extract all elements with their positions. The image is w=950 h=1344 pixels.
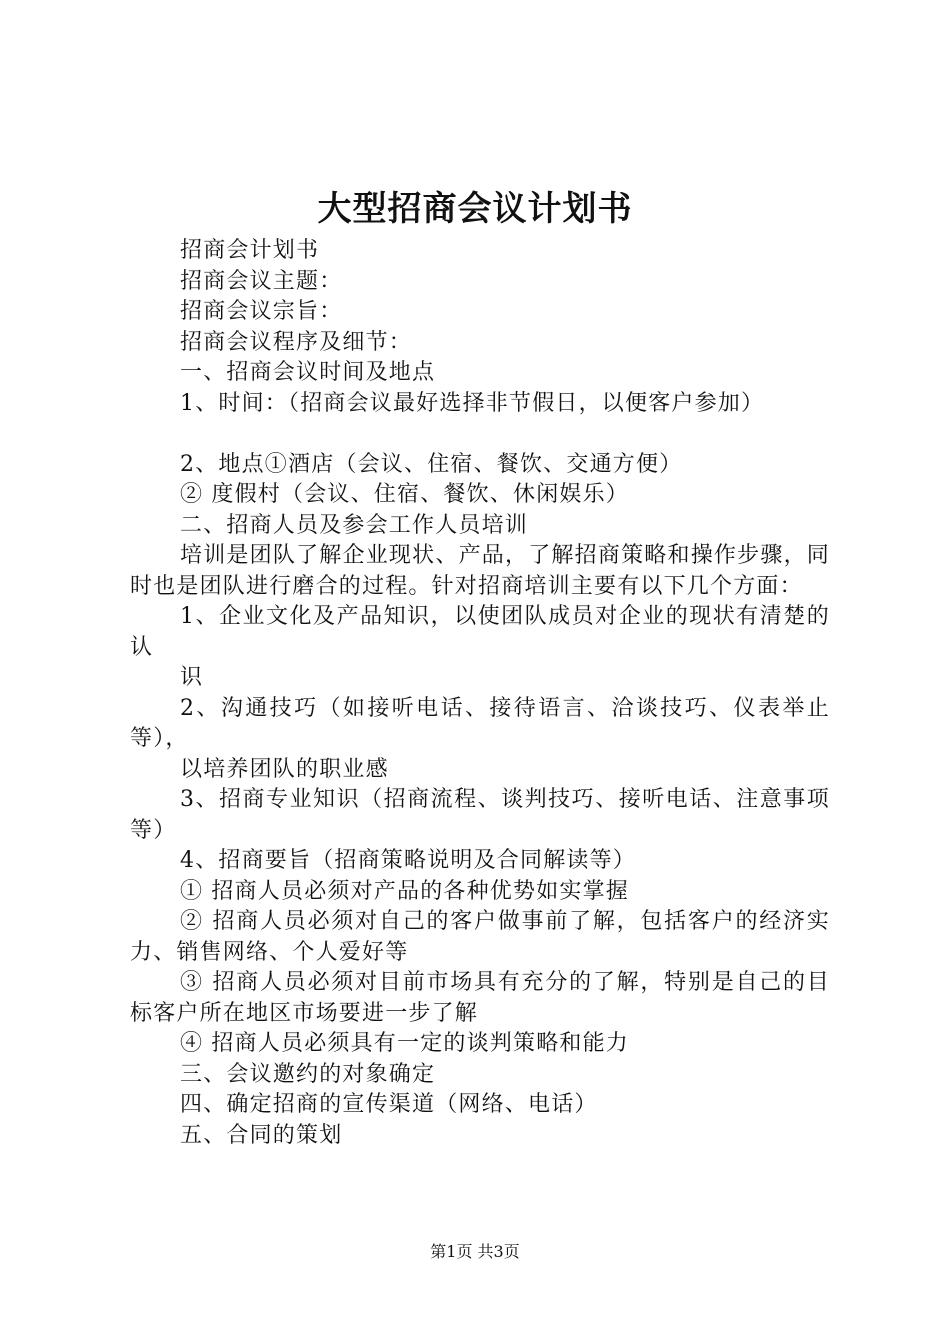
document-title: 大型招商会议计划书 [317,189,633,229]
paragraph: 2、地点①酒店（会议、住宿、餐饮、交通方便） [180,451,683,477]
list-item: ② 招商人员必须对自己的客户做事前了解，包括客户的经济实力、销售网络、个人爱好等 [130,909,830,965]
document-body [130,236,830,1151]
paragraph: 1、企业文化及产品知识，以使团队成员对企业的现状有清楚的认 [130,604,830,660]
paragraph: 招商会议程序及细节： [180,329,413,355]
section-heading: 二、招商人员及参会工作人员培训 [180,512,529,538]
paragraph: 1、时间：（招商会议最好选择非节假日，以便客户参加） [180,390,765,416]
paragraph: 2、沟通技巧（如接听电话、接待语言、洽谈技巧、仪表举止等）， [130,695,830,751]
section-heading: 五、合同的策划 [180,1122,343,1148]
paragraph: 以培养团队的职业感 [180,756,389,782]
blank-line [130,419,830,450]
section-heading: 一、招商会议时间及地点 [180,360,436,385]
paragraph: 招商会议宗旨： [180,299,343,324]
section-heading: 四、确定招商的宣传渠道（网络、电话） [180,1092,598,1117]
page-footer: 第1页 共3页 [430,1242,520,1261]
list-item: ④ 招商人员必须具有一定的谈判策略和能力 [180,1031,629,1056]
paragraph: 4、招商要旨（招商策略说明及合同解读等） [180,848,636,873]
paragraph: ② 度假村（会议、住宿、餐饮、休闲娱乐） [180,482,629,507]
paragraph: 培训是团队了解企业现状、产品，了解招商策略和操作步骤，同时也是团队进行磨合的过程。针对招商培训主要有以下几个方面： [130,543,830,599]
paragraph: 3、招商专业知识（招商流程、谈判技巧、接听电话、注意事项等） [130,787,830,843]
paragraph: 招商会计划书 [180,238,320,263]
paragraph: 识 [180,665,204,690]
list-item: ① 招商人员必须对产品的各种优势如实掌握 [180,878,629,904]
section-heading: 三、会议邀约的对象确定 [180,1061,436,1087]
list-item: ③ 招商人员必须对目前市场具有充分的了解，特别是自己的目标客户所在地区市场要进一步了解 [130,970,830,1026]
paragraph: 招商会议主题： [180,268,343,294]
